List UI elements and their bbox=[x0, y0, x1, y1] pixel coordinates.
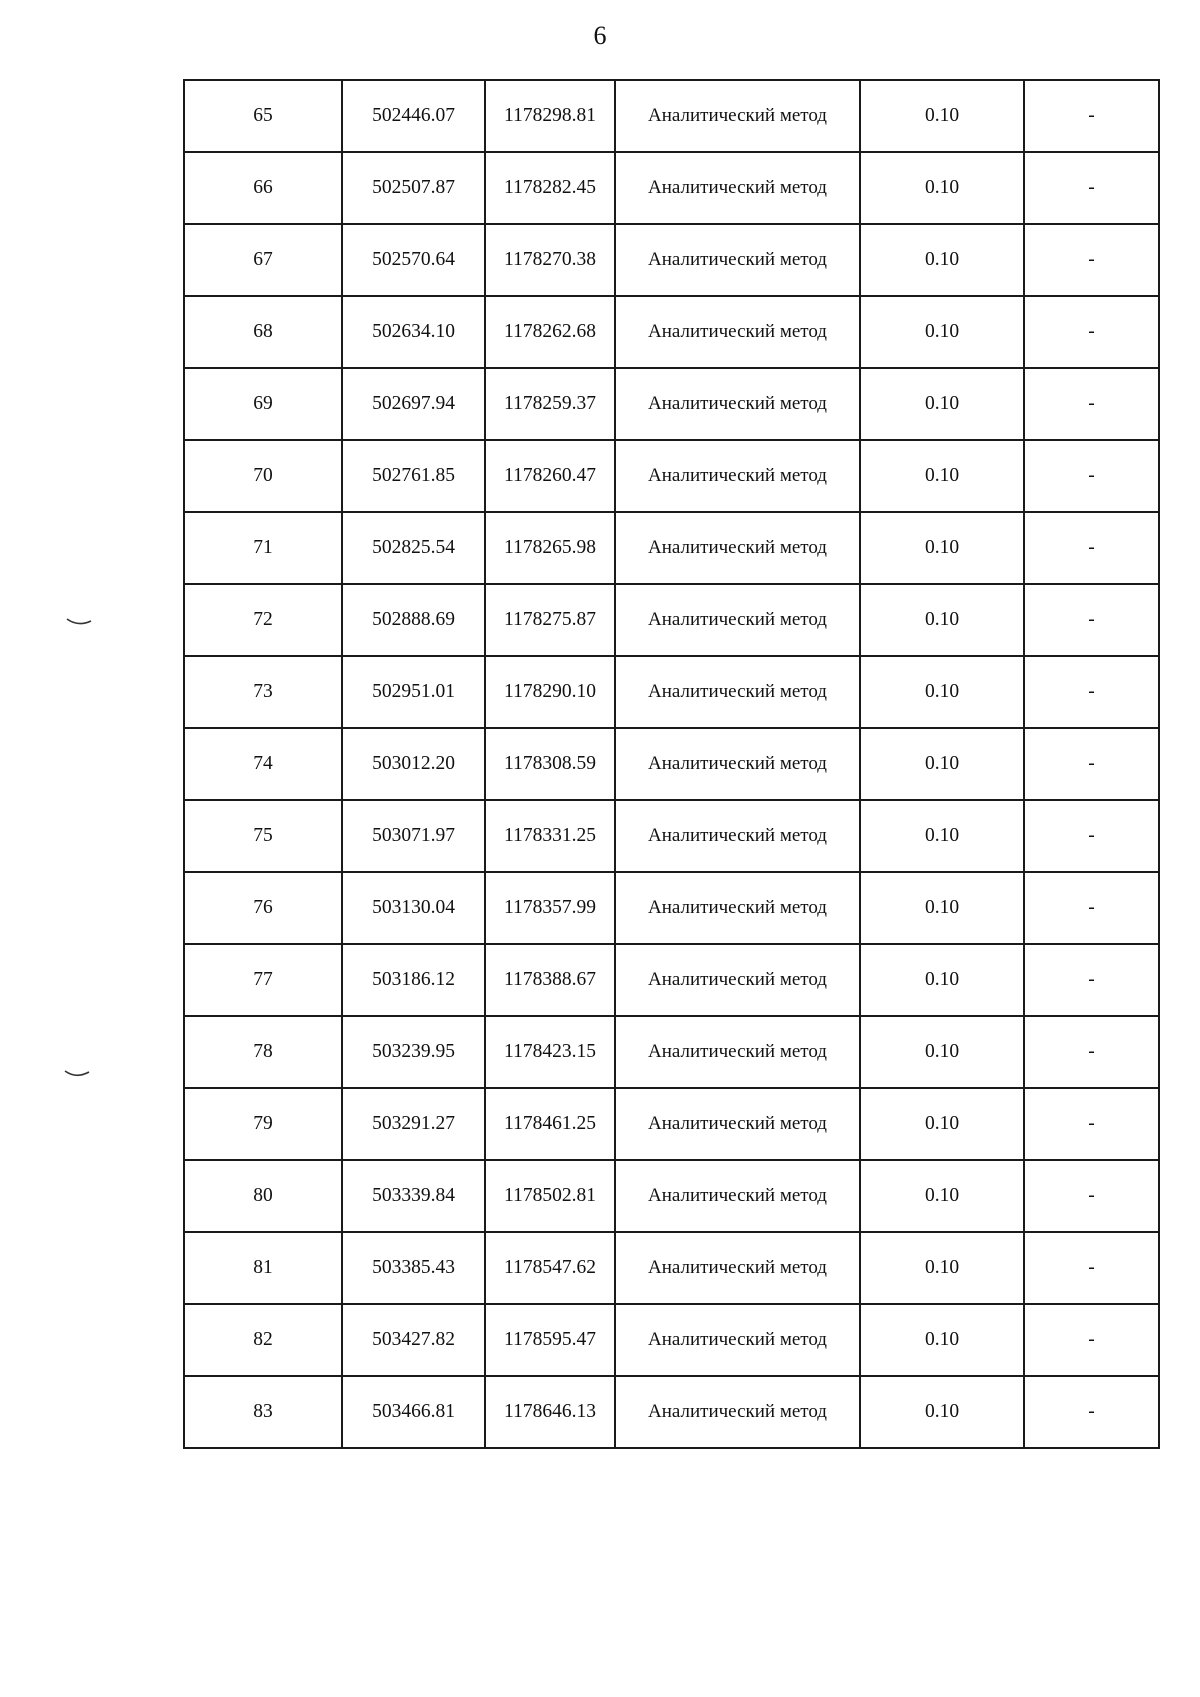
x-coordinate-cell: 502570.64 bbox=[342, 224, 485, 296]
method-cell: Аналитический метод bbox=[615, 512, 860, 584]
point-number-cell: 76 bbox=[184, 872, 342, 944]
y-coordinate-cell: 1178388.67 bbox=[485, 944, 615, 1016]
x-coordinate-cell: 502634.10 bbox=[342, 296, 485, 368]
note-cell: - bbox=[1024, 1232, 1159, 1304]
point-number-cell: 71 bbox=[184, 512, 342, 584]
table-row bbox=[184, 224, 1159, 296]
x-coordinate-cell: 502888.69 bbox=[342, 584, 485, 656]
x-coordinate-cell: 503427.82 bbox=[342, 1304, 485, 1376]
accuracy-cell: 0.10 bbox=[860, 1016, 1024, 1088]
point-number-cell: 78 bbox=[184, 1016, 342, 1088]
x-coordinate-cell: 503071.97 bbox=[342, 800, 485, 872]
accuracy-cell: 0.10 bbox=[860, 728, 1024, 800]
note-cell: - bbox=[1024, 1016, 1159, 1088]
x-coordinate-cell: 503291.27 bbox=[342, 1088, 485, 1160]
y-coordinate-cell: 1178595.47 bbox=[485, 1304, 615, 1376]
x-coordinate-cell: 503012.20 bbox=[342, 728, 485, 800]
note-cell: - bbox=[1024, 800, 1159, 872]
table-row bbox=[184, 1304, 1159, 1376]
method-cell: Аналитический метод bbox=[615, 296, 860, 368]
note-cell: - bbox=[1024, 872, 1159, 944]
accuracy-cell: 0.10 bbox=[860, 1088, 1024, 1160]
method-cell: Аналитический метод bbox=[615, 944, 860, 1016]
scan-artifact-mark bbox=[64, 1069, 90, 1079]
accuracy-cell: 0.10 bbox=[860, 152, 1024, 224]
note-cell: - bbox=[1024, 1376, 1159, 1448]
method-cell: Аналитический метод bbox=[615, 1376, 860, 1448]
y-coordinate-cell: 1178270.38 bbox=[485, 224, 615, 296]
y-coordinate-cell: 1178298.81 bbox=[485, 80, 615, 152]
point-number-cell: 72 bbox=[184, 584, 342, 656]
point-number-cell: 68 bbox=[184, 296, 342, 368]
y-coordinate-cell: 1178290.10 bbox=[485, 656, 615, 728]
point-number-cell: 81 bbox=[184, 1232, 342, 1304]
point-number-cell: 66 bbox=[184, 152, 342, 224]
point-number-cell: 73 bbox=[184, 656, 342, 728]
x-coordinate-cell: 502761.85 bbox=[342, 440, 485, 512]
y-coordinate-cell: 1178646.13 bbox=[485, 1376, 615, 1448]
method-cell: Аналитический метод bbox=[615, 1232, 860, 1304]
accuracy-cell: 0.10 bbox=[860, 224, 1024, 296]
x-coordinate-cell: 502951.01 bbox=[342, 656, 485, 728]
method-cell: Аналитический метод bbox=[615, 584, 860, 656]
point-number-cell: 67 bbox=[184, 224, 342, 296]
method-cell: Аналитический метод bbox=[615, 152, 860, 224]
method-cell: Аналитический метод bbox=[615, 800, 860, 872]
method-cell: Аналитический метод bbox=[615, 728, 860, 800]
table-row bbox=[184, 80, 1159, 152]
y-coordinate-cell: 1178308.59 bbox=[485, 728, 615, 800]
point-number-cell: 75 bbox=[184, 800, 342, 872]
table-row bbox=[184, 296, 1159, 368]
accuracy-cell: 0.10 bbox=[860, 800, 1024, 872]
y-coordinate-cell: 1178423.15 bbox=[485, 1016, 615, 1088]
coordinates-table bbox=[183, 79, 1160, 1449]
accuracy-cell: 0.10 bbox=[860, 944, 1024, 1016]
method-cell: Аналитический метод bbox=[615, 80, 860, 152]
x-coordinate-cell: 503339.84 bbox=[342, 1160, 485, 1232]
accuracy-cell: 0.10 bbox=[860, 1304, 1024, 1376]
point-number-cell: 82 bbox=[184, 1304, 342, 1376]
table-row bbox=[184, 800, 1159, 872]
y-coordinate-cell: 1178461.25 bbox=[485, 1088, 615, 1160]
y-coordinate-cell: 1178262.68 bbox=[485, 296, 615, 368]
accuracy-cell: 0.10 bbox=[860, 1160, 1024, 1232]
y-coordinate-cell: 1178331.25 bbox=[485, 800, 615, 872]
table-row bbox=[184, 512, 1159, 584]
x-coordinate-cell: 503385.43 bbox=[342, 1232, 485, 1304]
table-row bbox=[184, 1376, 1159, 1448]
table-row bbox=[184, 1232, 1159, 1304]
point-number-cell: 70 bbox=[184, 440, 342, 512]
coordinates-table-body bbox=[184, 80, 1159, 1448]
table-row bbox=[184, 1088, 1159, 1160]
y-coordinate-cell: 1178357.99 bbox=[485, 872, 615, 944]
method-cell: Аналитический метод bbox=[615, 1160, 860, 1232]
method-cell: Аналитический метод bbox=[615, 1088, 860, 1160]
point-number-cell: 83 bbox=[184, 1376, 342, 1448]
x-coordinate-cell: 502446.07 bbox=[342, 80, 485, 152]
note-cell: - bbox=[1024, 584, 1159, 656]
note-cell: - bbox=[1024, 512, 1159, 584]
accuracy-cell: 0.10 bbox=[860, 1232, 1024, 1304]
accuracy-cell: 0.10 bbox=[860, 80, 1024, 152]
table-row bbox=[184, 584, 1159, 656]
page-number: 6 bbox=[593, 21, 607, 50]
note-cell: - bbox=[1024, 440, 1159, 512]
y-coordinate-cell: 1178547.62 bbox=[485, 1232, 615, 1304]
method-cell: Аналитический метод bbox=[615, 368, 860, 440]
note-cell: - bbox=[1024, 368, 1159, 440]
method-cell: Аналитический метод bbox=[615, 1304, 860, 1376]
point-number-cell: 79 bbox=[184, 1088, 342, 1160]
y-coordinate-cell: 1178259.37 bbox=[485, 368, 615, 440]
table-row bbox=[184, 656, 1159, 728]
point-number-cell: 77 bbox=[184, 944, 342, 1016]
accuracy-cell: 0.10 bbox=[860, 872, 1024, 944]
method-cell: Аналитический метод bbox=[615, 656, 860, 728]
note-cell: - bbox=[1024, 1088, 1159, 1160]
accuracy-cell: 0.10 bbox=[860, 512, 1024, 584]
x-coordinate-cell: 502697.94 bbox=[342, 368, 485, 440]
accuracy-cell: 0.10 bbox=[860, 1376, 1024, 1448]
x-coordinate-cell: 503239.95 bbox=[342, 1016, 485, 1088]
scan-artifact-mark bbox=[66, 617, 92, 627]
note-cell: - bbox=[1024, 944, 1159, 1016]
method-cell: Аналитический метод bbox=[615, 440, 860, 512]
note-cell: - bbox=[1024, 728, 1159, 800]
x-coordinate-cell: 502507.87 bbox=[342, 152, 485, 224]
accuracy-cell: 0.10 bbox=[860, 440, 1024, 512]
accuracy-cell: 0.10 bbox=[860, 296, 1024, 368]
table-row bbox=[184, 944, 1159, 1016]
note-cell: - bbox=[1024, 656, 1159, 728]
note-cell: - bbox=[1024, 1160, 1159, 1232]
point-number-cell: 65 bbox=[184, 80, 342, 152]
y-coordinate-cell: 1178260.47 bbox=[485, 440, 615, 512]
table-row bbox=[184, 1016, 1159, 1088]
table-row bbox=[184, 1160, 1159, 1232]
accuracy-cell: 0.10 bbox=[860, 368, 1024, 440]
table-row bbox=[184, 872, 1159, 944]
method-cell: Аналитический метод bbox=[615, 872, 860, 944]
point-number-cell: 80 bbox=[184, 1160, 342, 1232]
point-number-cell: 69 bbox=[184, 368, 342, 440]
note-cell: - bbox=[1024, 224, 1159, 296]
y-coordinate-cell: 1178265.98 bbox=[485, 512, 615, 584]
y-coordinate-cell: 1178282.45 bbox=[485, 152, 615, 224]
accuracy-cell: 0.10 bbox=[860, 656, 1024, 728]
table-row bbox=[184, 440, 1159, 512]
method-cell: Аналитический метод bbox=[615, 224, 860, 296]
table-row bbox=[184, 368, 1159, 440]
point-number-cell: 74 bbox=[184, 728, 342, 800]
note-cell: - bbox=[1024, 152, 1159, 224]
note-cell: - bbox=[1024, 1304, 1159, 1376]
accuracy-cell: 0.10 bbox=[860, 584, 1024, 656]
x-coordinate-cell: 503466.81 bbox=[342, 1376, 485, 1448]
y-coordinate-cell: 1178502.81 bbox=[485, 1160, 615, 1232]
note-cell: - bbox=[1024, 80, 1159, 152]
y-coordinate-cell: 1178275.87 bbox=[485, 584, 615, 656]
method-cell: Аналитический метод bbox=[615, 1016, 860, 1088]
table-row bbox=[184, 728, 1159, 800]
table-row bbox=[184, 152, 1159, 224]
x-coordinate-cell: 503130.04 bbox=[342, 872, 485, 944]
note-cell: - bbox=[1024, 296, 1159, 368]
x-coordinate-cell: 502825.54 bbox=[342, 512, 485, 584]
x-coordinate-cell: 503186.12 bbox=[342, 944, 485, 1016]
